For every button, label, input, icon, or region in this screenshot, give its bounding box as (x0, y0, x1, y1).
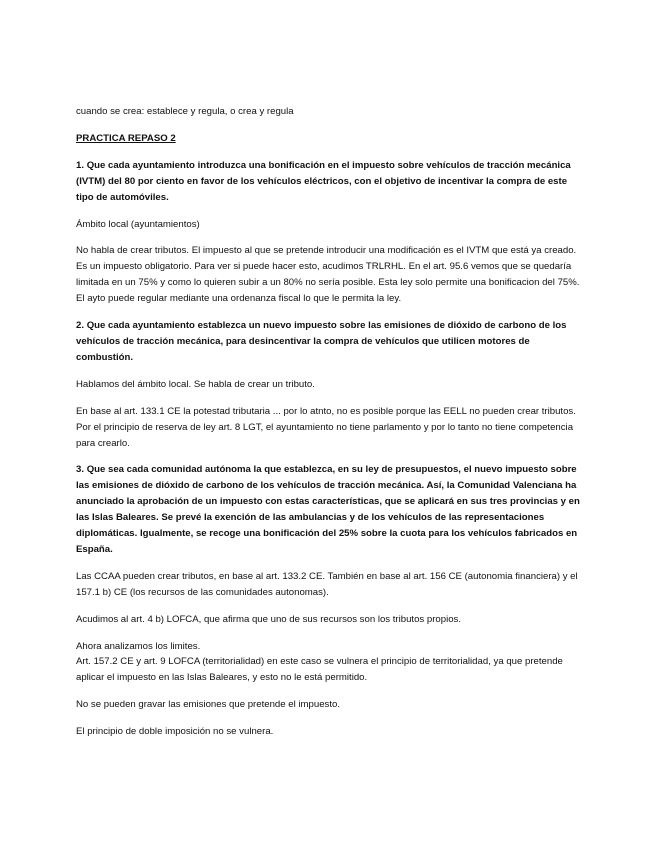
answer-3-paragraph-3 (76, 639, 582, 687)
document-page (76, 104, 582, 751)
document-title: PRACTICA REPASO 2 (76, 132, 176, 144)
answer-1-scope: Ámbito local (ayuntamientos) (76, 218, 200, 230)
answer-1-text: No habla de crear tributos. El impuesto al que se pretende introducir una modificación es el IVTM que está ya creado. Es un impuesto obligatorio. Para ver si puede hacer esto, acudimos TRLRHL. En el art. 95.6 vemos que se quedaría limitada en un 75% y como lo quieren subir a un 80% no sería posible. Esta ley solo permite una bonificacion del 75%. El ayto puede regular mediante una ordenanza fiscal lo que le permita la ley. (76, 245, 580, 305)
question-2 (76, 318, 582, 366)
question-1 (76, 158, 582, 206)
question-2-number: 2. (76, 320, 85, 332)
answer-3-paragraph-2: Acudimos al art. 4 b) LOFCA, que afirma que uno de sus recursos son los tributos propios. (76, 613, 462, 625)
question-1-text: Que cada ayuntamiento introduzca una bonificación en el impuesto sobre vehículos de tracción mecánica (IVTM) del 80 por ciento en favor de los vehículos eléctricos, con el objetivo de incentivar la compra de este tipo de automóviles. (76, 159, 571, 203)
answer-3-limits-heading: Ahora analizamos los limites. (76, 640, 201, 652)
answer-2-scope: Hablamos del ámbito local. Se habla de crear un tributo. (76, 378, 315, 390)
question-3-number: 3. (76, 464, 85, 476)
answer-2-text: En base al art. 133.1 CE la potestad tributaria ... por lo atnto, no es posible porque las EELL no pueden crear tributos. Por el principio de reserva de ley art. 8 LGT, el ayuntamiento no tiene parlamento y por lo tanto no tiene competencia para crearlo. (76, 405, 576, 449)
answer-3-paragraph-1: Las CCAA pueden crear tributos, en base al art. 133.2 CE. También en base al art. 156 CE (autonomia financiera) y el 157.1 b) CE (los recursos de las comunidades autonomas). (76, 570, 578, 598)
question-1-number: 1. (76, 159, 85, 171)
question-2-text: Que cada ayuntamiento establezca un nuevo impuesto sobre las emisiones de dióxido de carbono de los vehículos de tracción mecánica, para desincentivar la compra de vehículos que utilicen motores de combustión. (76, 320, 567, 363)
answer-3-paragraph-4: No se pueden gravar las emisiones que pretende el impuesto. (76, 699, 340, 711)
question-3 (76, 462, 582, 557)
answer-3-territoriality-text: Art. 157.2 CE y art. 9 LOFCA (territorialidad) en este caso se vulnera el principio de territorialidad, ya que pretende aplicar el impuesto en las Islas Baleares, y esto no le está permitido. (76, 656, 563, 684)
intro-text: cuando se crea: establece y regula, o crea y regula (76, 106, 294, 117)
question-3-text: Que sea cada comunidad autónoma la que establezca, en su ley de presupuestos, el nuevo impuesto sobre las emisiones de dióxido de carbono de los vehículos de tracción mecánica. Así, la Comunidad Valenciana ha anunciado la aprobación de un impuesto con estas características, que se aplicará en sus tres provincias y en las Islas Baleares. Se prevé la exención de las ambulancias y de los vehículos de las representaciones diplomáticas. Igualmente, se recoge una bonificación del 25% sobre la cuota para los vehículos fabricados en España. (76, 464, 580, 555)
answer-3-paragraph-5: El principio de doble imposición no se vulnera. (76, 726, 274, 738)
